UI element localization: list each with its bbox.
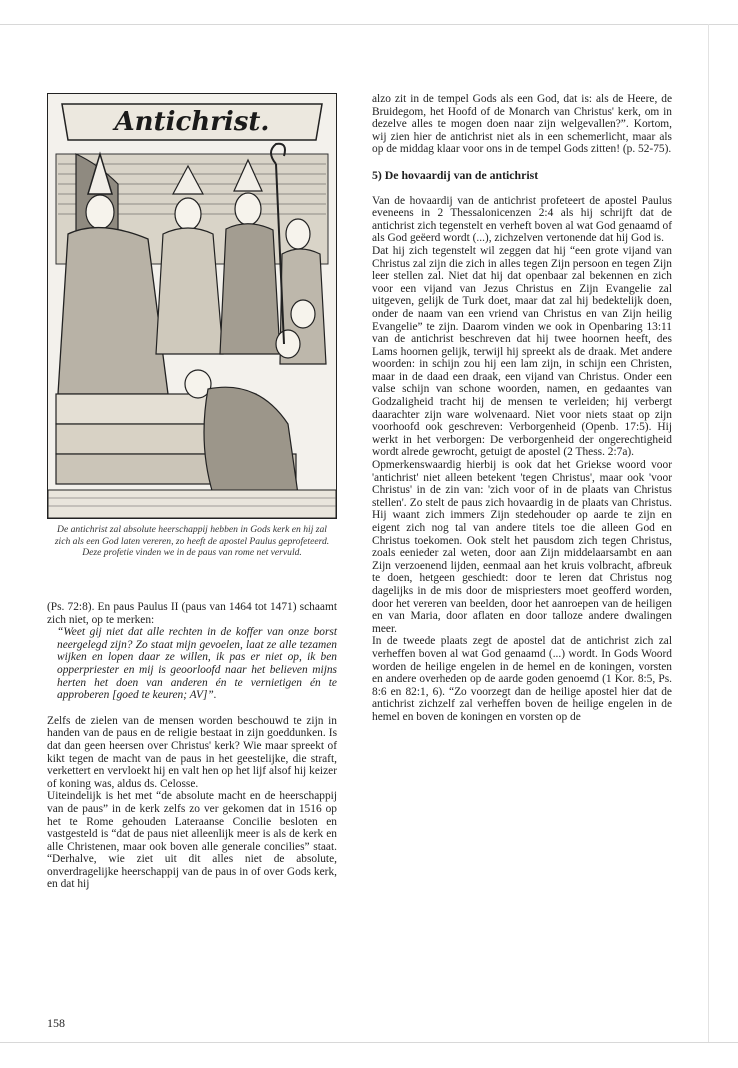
paragraph: Uiteindelijk is het met “de absolute macht en de heerschappij van de paus” in de kerk zelfs zo ver gekomen dat in 1516 op het te Rome gehouden Lateraanse Concilie besloten en vastgesteld is “dat de paus niet alleenlijk meer is als de kerk en alle Christenen, maar ook boven alle generale concilies” staat. “Derhalve, wie ziet uit dit alles niet de absolute, onverdragelijke heerschappij van de paus in of over Gods kerk, en dat hij [47, 790, 337, 891]
page-number: 158 [47, 1016, 65, 1030]
paragraph: Van de hovaardij van de antichrist profeteert de apostel Paulus eveneens in 2 Thessalonicenzen 2:4 als hij schrijft dat de antichrist zich tegenstelt en verheft boven al wat God genaamd of als God geëerd wordt (...), zichzelven vertonende dat hij God is. [372, 194, 672, 245]
paragraph: (Ps. 72:8). En paus Paulus II (paus van 1464 tot 1471) schaamt zich niet, op te merken: [47, 601, 337, 626]
right-column [372, 93, 672, 724]
floor [48, 490, 336, 518]
woodcut-drawing [48, 94, 336, 518]
paragraph: Zelfs de zielen van de mensen worden beschouwd te zijn in handen van de paus en de religie bestaat in zijn goeddunken. Is dat dan geen heersen over Christus' kerk? Wie maar spreekt of kikt tegen de macht van de paus in het geestelijke, die straft, verkettert en vervloekt hij en valt hen op het lijf alsof hij keizer of koning was, aldus ds. Celosse. [47, 714, 337, 790]
section-heading: 5) De hovaardij van de antichrist [372, 167, 539, 182]
bottom-rule [0, 1042, 738, 1043]
paragraph: Dat hij zich tegenstelt wil zeggen dat hij “een grote vijand van Christus zal zijn die zich in alles tegen Zijn persoon en tegen Zijn leer stellen zal. Niet dat hij dat openbaar zal bekennen en zich voor een vijand van Jezus Christus en Zijn Evangelie zal uitgeven, gelijk de Turk doet, maar dat zal hij bedektelijk doen, onder de naam van een vriend van Christus en van Zijn heilig Evangelie” te zijn. Daarom vinden we ook in Openbaring 13:11 van de antichrist beschreven dat hij twee hoornen heeft, des Lams hoornen gelijk, terwijl hij spreekt als de draak. Met andere woorden: in schijn zou hij een lam zijn, in schijn een Christen, maar in de daad een draak, een vijand van Christus. Onder een valse schijn van schone woorden, namen, en gedaantes van Godzaligheid tracht hij de mensen te verleiden; hij verbergt daarachter zijn ware wolvenaard. Niet voor niets staat op zijn voorhoofd ook geschreven: Verborgenheid (Openb. 17:5). Hij werkt in het verborgen: De verborgenheid der ongerechtigheid wordt alrede gewrocht, getuigt de apostel (2 Thess. 2:7a). [372, 244, 672, 459]
top-rule [0, 24, 738, 25]
right-rule [708, 24, 709, 1042]
paragraph: Opmerkenswaardig hierbij is ook dat het Griekse woord voor 'antichrist' niet alleen betekent 'tegen Christus', maar ook 'voor Christus' in de zin van: 'zich voor of in de plaats van Christus stellen'. Zo stelt de paus zich hovaardig in de plaats van Christus. Hij waant zich immers Zijn stedehouder op aarde te zijn en eigent zich nog tal van andere titels toe die alleen God en Christus toekomen. Ook stelt het pausdom zich tegen Christus, zoals eenieder zal weten, door aan Zijn middelaarsambt en aan Zijn verzoenend lijden, eenmaal aan het kruis volbracht, afbreuk te doen, hetgeen geschiedt: door te leren dat Christus nog dagelijks in de mis door de mispriesters moet geofferd worden, door het vereren van beelden, door het aanroepen van de heiligen en van Maria, door aflaten en door talloze andere dwalingen meer. [372, 459, 672, 635]
left-column [47, 601, 337, 891]
figure-caption: De antichrist zal absolute heerschappij hebben in Gods kerk en hij zal zich als een God laten vereren, zo heeft de apostel Paulus geprofeteerd. Deze profetie vinden we in de paus van rome net vervuld. [54, 524, 330, 559]
quote: “Weet gij niet dat alle rechten in de koffer van onze borst neergelegd zijn? Zo staat mijn gevoelen, laat ze alle tezamen wijken en lopen daar ze willen, ik pas er niet op, ik ben opperpriester en mij is geoorloofd naar het believen mijns herten het doen van anderen én te vernietigen én te approberen [goed te keuren; AV]”. [57, 626, 337, 702]
paragraph: alzo zit in de tempel Gods als een God, dat is: als de Heere, de Bruidegom, het Hoofd of de Monarch van Christus' kerk, om in dezelve alles te mogen doen naar zijn welgevallen?”. Kortom, wij zien hier de antichrist niet als in een schemerlicht, maar als op de middag klaar voor ons in de tempel Gods zitten! (p. 52-75). [372, 93, 672, 156]
paragraph: In de tweede plaats zegt de apostel dat de antichrist zich zal verheffen boven al wat God genaamd (...) wordt. In Gods Woord worden de heilige engelen in de hemel en de koningen, vorsten en andere overheden op de aarde goden genoemd (1 Kor. 8:5, Ps. 8:6 en 82:1, 6). “Zo voorzegt dan de heilige apostel hier dat de antichrist zichzelf zal verheffen boven de heilige engelen in de hemel en boven de koningen en vorsten op de [372, 635, 672, 723]
woodcut-illustration [47, 93, 337, 519]
woodcut-title: Antichrist. [114, 107, 270, 137]
seated-figure-head [86, 195, 114, 229]
